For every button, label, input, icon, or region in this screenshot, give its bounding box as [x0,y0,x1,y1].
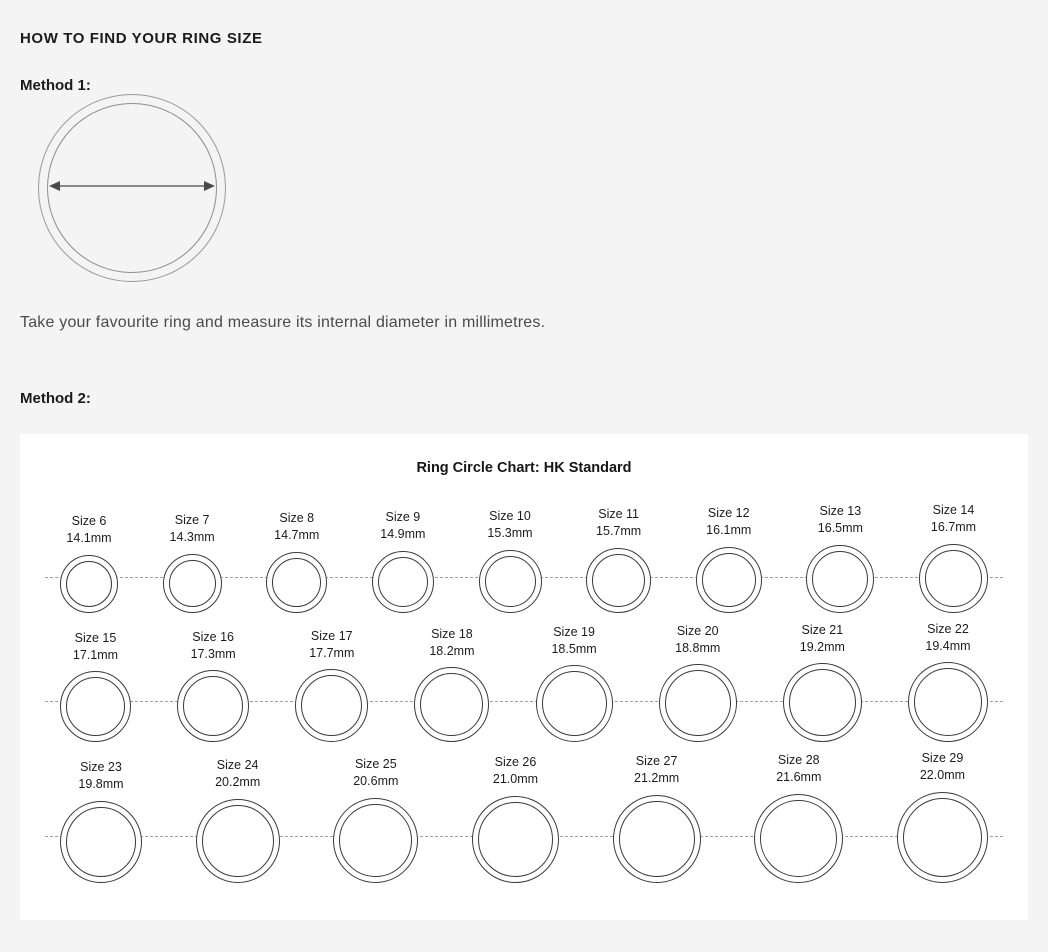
ring-size-label [429,626,474,661]
ring-size-number: Size 22 [927,621,969,636]
ring-chart-row [20,750,1028,883]
diameter-arrow-icon [47,176,217,196]
ring-size-label [274,510,319,545]
ring-size-label [776,752,821,787]
ring-circle-icon [60,555,118,613]
ring-size-item [196,757,280,883]
ring-size-label [191,629,236,664]
ring-size-number: Size 13 [819,504,862,518]
ring-size-label [353,756,398,791]
ring-size-number: Size 21 [801,622,844,637]
ring-size-label [78,759,123,794]
ring-circle-icon [586,548,651,613]
ring-size-item [806,503,874,613]
ring-circle-icon [196,799,280,883]
ring-size-item [586,506,651,613]
ring-size-item [295,628,368,743]
ring-size-mm: 19.4mm [925,638,971,653]
ring-size-number: Size 19 [553,624,595,639]
ring-size-item [919,502,988,613]
ring-circle-icon [479,550,542,613]
ring-circle-icon [472,796,559,883]
ring-size-mm: 17.1mm [72,647,119,662]
ring-circle-icon [754,794,843,883]
ring-size-label [551,624,596,659]
ring-size-mm: 14.3mm [169,530,215,545]
ring-size-number: Size 23 [80,760,122,774]
ring-circle-icon [372,551,434,613]
ring-size-number: Size 6 [71,514,107,528]
method-2-title: Method 2: [20,390,91,407]
ring-size-number: Size 29 [921,751,964,765]
ring-size-mm: 19.8mm [78,777,124,792]
ring-size-mm: 14.1mm [66,531,112,546]
ring-size-item [60,513,118,613]
ring-size-item [536,624,613,743]
ring-size-item [177,629,249,743]
ring-size-number: Size 25 [354,757,397,771]
ring-size-item [60,759,142,883]
ring-circle-icon [266,552,327,613]
ring-size-label [66,513,111,548]
ring-diameter-diagram [38,94,228,284]
ring-size-mm: 14.7mm [274,528,320,543]
ring-circle-icon [60,801,142,883]
ring-size-label [596,506,641,541]
ring-size-number: Size 28 [777,753,820,767]
ring-size-number: Size 17 [310,628,353,643]
ring-size-number: Size 9 [385,510,421,524]
ring-size-mm: 21.6mm [776,770,822,785]
ring-size-label [925,621,970,656]
ring-size-mm: 14.9mm [380,527,426,542]
ring-size-mm: 21.0mm [492,772,539,787]
ring-size-mm: 20.2mm [215,775,261,790]
ring-size-label [920,750,965,785]
ring-size-mm: 19.2mm [799,639,845,654]
ring-size-label [634,753,679,788]
method-1-caption: Take your favourite ring and measure its internal diameter in millimetres. [20,314,546,331]
ring-size-number: Size 14 [932,503,975,517]
ring-size-label [675,623,720,658]
ring-chart-rows [20,502,1028,883]
method-1-title: Method 1: [20,77,91,94]
row-items [60,750,988,883]
ring-circle-icon [177,670,249,742]
ring-chart-row [20,502,1028,613]
ring-size-item [479,508,542,613]
ring-circle-icon [163,554,222,613]
ring-circle-chart-panel [20,434,1028,920]
ring-size-mm: 18.2mm [429,643,475,658]
row-items [60,621,988,743]
ring-circle-icon [333,798,418,883]
ring-circle-icon [60,671,131,742]
ring-circle-icon [783,663,862,742]
ring-size-item [372,509,434,613]
ring-size-mm: 18.5mm [551,641,597,656]
ring-size-number: Size 10 [489,509,531,523]
ring-size-item [414,626,489,743]
ring-size-number: Size 8 [279,511,315,525]
ring-size-label [170,512,215,547]
ring-size-mm: 16.1mm [706,523,752,538]
chart-title: Ring Circle Chart: HK Standard [416,460,632,476]
ring-size-label [493,754,538,789]
ring-size-mm: 16.5mm [817,521,863,536]
ring-size-mm: 16.7mm [930,520,977,535]
ring-size-label [931,502,976,537]
ring-size-number: Size 15 [74,630,117,645]
ring-size-label [706,505,751,540]
method-1-section [20,77,1028,332]
ring-size-label [487,508,532,543]
ring-size-mm: 15.3mm [487,526,533,541]
ring-size-mm: 22.0mm [919,768,966,783]
ring-size-number: Size 11 [598,507,639,521]
ring-size-item [659,623,737,743]
ring-size-item [908,621,988,743]
ring-size-label [215,757,260,792]
ring-chart-row [20,621,1028,743]
ring-circle-icon [696,547,762,613]
ring-size-item [613,753,701,883]
ring-size-label [380,509,425,544]
ring-size-mm: 17.7mm [309,645,355,660]
ring-size-item [696,505,762,613]
ring-size-item [163,512,222,613]
ring-size-item [333,756,418,883]
method-2-section [20,390,1028,920]
ring-size-label [800,622,845,657]
ring-size-mm: 18.8mm [675,640,721,655]
ring-circle-icon [908,662,988,742]
ring-circle-icon [897,792,988,883]
ring-size-number: Size 7 [174,513,210,527]
ring-circle-icon [295,669,368,742]
page-title: HOW TO FIND YOUR RING SIZE [20,30,263,47]
ring-size-mm: 17.3mm [190,646,236,661]
ring-size-number: Size 18 [431,626,473,641]
ring-size-item [897,750,988,883]
ring-size-number: Size 26 [494,755,537,769]
ring-size-item [266,510,327,613]
ring-circle-icon [613,795,701,883]
ring-size-label [309,628,354,663]
ring-size-label [818,503,863,538]
ring-circle-icon [414,667,489,742]
ring-size-number: Size 20 [676,623,719,638]
ring-size-mm: 21.2mm [634,771,680,786]
ring-size-item [754,752,843,883]
ring-size-number: Size 16 [192,629,234,644]
ring-circle-icon [919,544,988,613]
ring-size-number: Size 27 [635,754,678,768]
ring-circle-icon [536,665,613,742]
ring-size-mm: 20.6mm [353,774,399,789]
ring-circle-icon [659,664,737,742]
ring-size-mm: 15.7mm [596,524,642,539]
ring-size-label [73,630,118,665]
row-items [60,502,988,613]
ring-size-item [60,630,131,743]
ring-size-number: Size 12 [707,506,750,520]
ring-size-number: Size 24 [216,758,259,772]
ring-circle-icon [806,545,874,613]
ring-size-item [472,754,559,883]
ring-size-item [783,622,862,743]
